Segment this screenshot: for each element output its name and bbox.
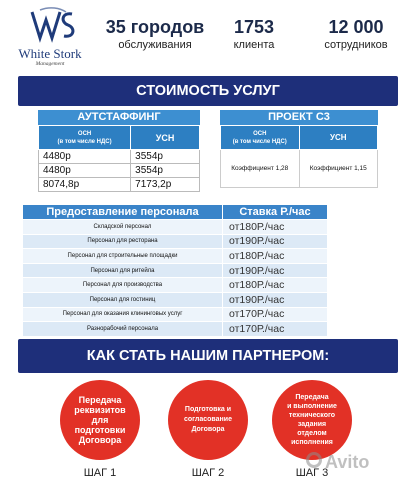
table-row <box>23 322 328 337</box>
cell: Складской персонал <box>23 220 223 235</box>
cell: Персонал для строительные площадки <box>23 249 223 264</box>
col-rate: Ставка Р./час <box>223 205 328 220</box>
table-row <box>23 307 328 322</box>
col-usn: УСН <box>299 126 378 150</box>
stat-label: сотрудников <box>324 39 388 51</box>
table-row <box>39 150 200 164</box>
step-3-circle <box>272 380 352 460</box>
stat-value: 12 000 <box>328 17 384 37</box>
step-2-label: ШАГ 2 <box>191 467 225 479</box>
col-osn: ОСН (в том числе НДС) <box>39 126 131 150</box>
staff-rates-table <box>22 204 328 337</box>
col-usn: УСН <box>131 126 200 150</box>
table-row <box>39 178 200 192</box>
cell: Персонал для ритейла <box>23 263 223 278</box>
cell: 3554р <box>131 150 200 164</box>
cell: от170Р./час <box>223 322 328 337</box>
cell: 4480р <box>39 150 131 164</box>
outstaffing-title: АУТСТАФФИНГ <box>38 110 200 125</box>
project-title: ПРОЕКТ С3 <box>220 110 378 125</box>
outstaffing-table <box>38 110 200 192</box>
cell: от180Р./час <box>223 249 328 264</box>
cell: 4480р <box>39 164 131 178</box>
table-row <box>221 150 378 188</box>
table-row <box>23 234 328 249</box>
cell: от190Р./час <box>223 234 328 249</box>
step-text: Передача и выполнение технического задания отделом исполнения <box>287 394 337 446</box>
cell: Персонал для ресторана <box>23 234 223 249</box>
logo-name: White Stork <box>18 46 82 61</box>
table-row <box>39 164 200 178</box>
cell: Персонал для оказания клининговых услуг <box>23 307 223 322</box>
cell: от180Р./час <box>223 220 328 235</box>
partner-banner: КАК СТАТЬ НАШИМ ПАРТНЕРОМ: <box>18 339 398 373</box>
cell: от170Р./час <box>223 307 328 322</box>
cell: Персонал для производства <box>23 278 223 293</box>
table-row <box>23 292 328 307</box>
stat-employees <box>306 18 406 51</box>
cell: 3554р <box>131 164 200 178</box>
table-row <box>23 249 328 264</box>
cell: от190Р./час <box>223 263 328 278</box>
avito-watermark-icon <box>306 452 322 468</box>
stat-cities <box>100 18 210 51</box>
stat-clients <box>214 18 294 51</box>
stat-label: клиента <box>233 39 275 51</box>
col-osn: ОСН (в том числе НДС) <box>221 126 300 150</box>
stork-logo-icon <box>10 6 90 46</box>
cell: Персонал для гостиниц <box>23 292 223 307</box>
step-3-label: ШАГ 3 <box>295 467 329 479</box>
table-row <box>23 220 328 235</box>
cell: 8074,8р <box>39 178 131 192</box>
project-table <box>220 110 378 188</box>
cell: 7173,2р <box>131 178 200 192</box>
stat-label: обслуживания <box>118 39 192 51</box>
cell: от180Р./час <box>223 278 328 293</box>
step-1-label: ШАГ 1 <box>83 467 117 479</box>
step-1-circle <box>60 380 140 460</box>
cell: Разнорабочий персонала <box>23 322 223 337</box>
logo <box>10 6 90 68</box>
step-text: Подготовка и согласование Договора <box>184 406 232 433</box>
cost-banner: СТОИМОСТЬ УСЛУГ <box>18 76 398 106</box>
watermark: Avito <box>325 452 370 472</box>
cell: Коэффициент 1,28 <box>221 150 300 188</box>
table-row <box>23 263 328 278</box>
cell: от190Р./час <box>223 292 328 307</box>
cell: Коэффициент 1,15 <box>299 150 378 188</box>
logo-subtitle: Management <box>35 61 65 67</box>
header <box>0 0 416 72</box>
stat-value: 1753 <box>233 17 275 37</box>
table-row <box>23 278 328 293</box>
stat-value: 35 городов <box>105 17 205 37</box>
step-text: Передача реквизитов для подготовки Договора <box>74 395 126 445</box>
step-2-circle <box>168 380 248 460</box>
col-staff: Предоставление персонала <box>23 205 223 220</box>
